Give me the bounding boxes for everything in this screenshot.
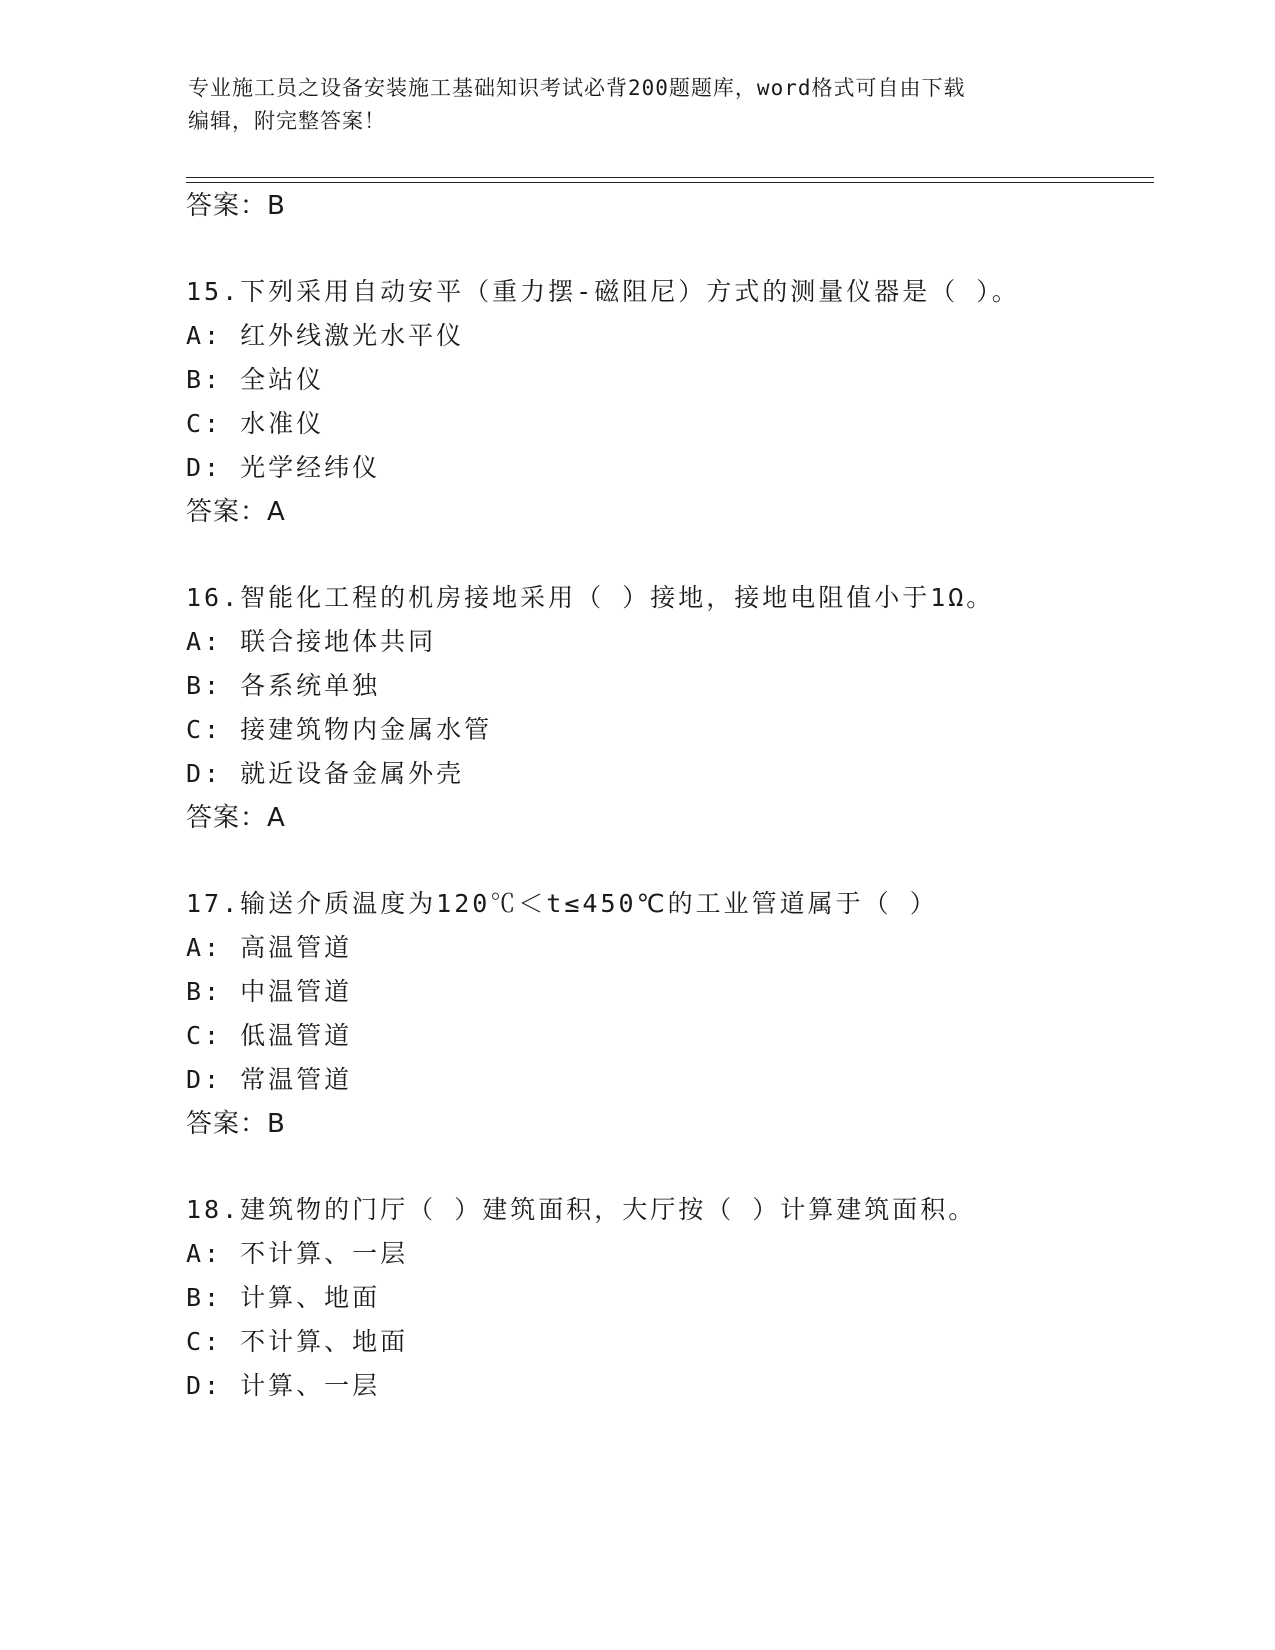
- question-15-answer: 答案：A: [186, 497, 286, 527]
- question-16-answer: 答案：A: [186, 803, 286, 833]
- header-divider-top: [186, 177, 1154, 178]
- header-line-2: 编辑，附完整答案！: [188, 109, 386, 133]
- question-16-option-b: B: 各系统单独: [186, 671, 381, 700]
- question-16-option-a: A: 联合接地体共同: [186, 627, 437, 656]
- question-18-option-b: B: 计算、地面: [186, 1283, 381, 1312]
- question-18-stem: 18.建筑物的门厅（ ）建筑面积，大厅按（ ）计算建筑面积。: [186, 1195, 977, 1224]
- question-15-stem: 15.下列采用自动安平（重力摆-磁阻尼）方式的测量仪器是（ ）。: [186, 277, 1020, 306]
- question-15-option-c: C: 水准仪: [186, 409, 325, 438]
- question-16-option-d: D: 就近设备金属外壳: [186, 759, 465, 788]
- question-16-option-c: C: 接建筑物内金属水管: [186, 715, 493, 744]
- question-17-option-d: D: 常温管道: [186, 1065, 353, 1094]
- question-15-option-b: B: 全站仪: [186, 365, 325, 394]
- question-16-stem: 16.智能化工程的机房接地采用（ ）接地，接地电阻值小于1Ω。: [186, 583, 995, 612]
- answer-14: 答案：B: [186, 191, 286, 221]
- header-line-1: 专业施工员之设备安装施工基础知识考试必背200题题库，word格式可自由下载: [188, 76, 966, 100]
- header-divider-bottom: [186, 182, 1154, 183]
- question-17-stem: 17.输送介质温度为120℃＜t≤450℃的工业管道属于（ ）: [186, 889, 938, 918]
- question-18-option-a: A: 不计算、一层: [186, 1239, 409, 1268]
- question-17-option-c: C: 低温管道: [186, 1021, 353, 1050]
- question-17-option-b: B: 中温管道: [186, 977, 353, 1006]
- question-15-option-d: D: 光学经纬仪: [186, 453, 381, 482]
- question-18-option-d: D: 计算、一层: [186, 1371, 381, 1400]
- question-18-option-c: C: 不计算、地面: [186, 1327, 409, 1356]
- question-15-option-a: A: 红外线激光水平仪: [186, 321, 465, 350]
- question-17-answer: 答案：B: [186, 1109, 286, 1139]
- question-17-option-a: A: 高温管道: [186, 933, 353, 962]
- document-header: [188, 72, 1068, 138]
